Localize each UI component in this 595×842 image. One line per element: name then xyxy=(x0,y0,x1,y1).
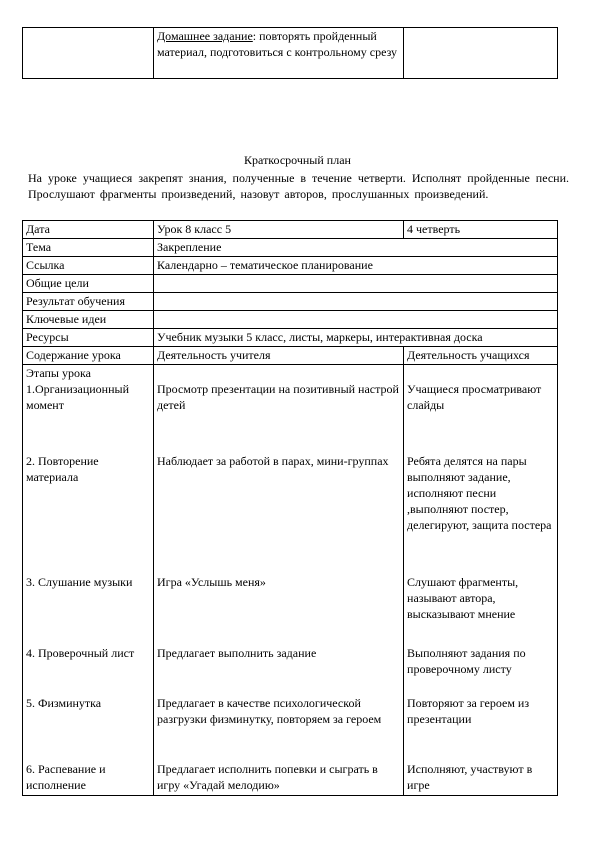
info-label: Результат обучения xyxy=(23,293,154,311)
info-row xyxy=(23,275,558,293)
stages-title: Этапы урока xyxy=(26,366,91,380)
teacher-6: Предлагает исполнить попевки и сыграть в игру «Угадай мелодию» xyxy=(157,762,378,792)
empty-cell xyxy=(23,28,154,79)
date-row xyxy=(23,221,558,239)
info-row xyxy=(23,239,558,257)
info-label: Тема xyxy=(23,239,154,257)
homework-label: Домашнее задание xyxy=(157,29,253,43)
plan-intro: На уроке учащиеся закрепят знания, полученные в течение четверти. Исполнят пройденные песни. Прослушают фрагменты произведений, назовут авторов, прослушанных произведений. xyxy=(28,171,569,201)
content-header-row xyxy=(23,347,558,365)
quarter-cell: 4 четверть xyxy=(404,221,558,239)
teacher-column xyxy=(154,365,404,796)
stage-5: 5. Физминутка xyxy=(26,696,102,710)
homework-table xyxy=(22,27,558,79)
info-label: Общие цели xyxy=(23,275,154,293)
info-value: Календарно – тематическое планирование xyxy=(154,257,558,275)
info-value xyxy=(154,293,558,311)
info-row xyxy=(23,311,558,329)
teacher-1: Просмотр презентации на позитивный настрой детей xyxy=(157,382,399,412)
homework-cell xyxy=(154,28,404,79)
stages-row xyxy=(23,365,558,796)
info-label: Ключевые идеи xyxy=(23,311,154,329)
date-label: Дата xyxy=(23,221,154,239)
stage-6: 6. Распевание и исполнение xyxy=(26,762,106,792)
students-1: Учащиеся просматривают слайды xyxy=(407,382,542,412)
students-5: Повторяют за героем из презентации xyxy=(407,696,530,726)
teacher-4: Предлагает выполнить задание xyxy=(157,646,317,660)
header-students: Деятельность учащихся xyxy=(404,347,558,365)
teacher-2: Наблюдает за работой в парах, мини-группах xyxy=(157,454,389,468)
lesson-cell: Урок 8 класс 5 xyxy=(154,221,404,239)
stage-1: 1.Организационный момент xyxy=(26,382,129,412)
plan-title: Краткосрочный план xyxy=(244,153,351,167)
info-label: Ресурсы xyxy=(23,329,154,347)
stage-2: 2. Повторение материала xyxy=(26,454,99,484)
info-value: Учебник музыки 5 класс, листы, маркеры, интерактивная доска xyxy=(154,329,558,347)
header-content: Содержание урока xyxy=(23,347,154,365)
info-value xyxy=(154,311,558,329)
students-4: Выполняют задания по проверочному листу xyxy=(407,646,526,676)
info-row xyxy=(23,293,558,311)
info-value xyxy=(154,275,558,293)
students-6: Исполняют, участвуют в игре xyxy=(407,762,533,792)
stage-3: 3. Слушание музыки xyxy=(26,575,133,589)
teacher-5: Предлагает в качестве психологической разгрузки физминутку, повторяем за героем xyxy=(157,696,382,726)
stages-column xyxy=(23,365,154,796)
homework-row xyxy=(23,28,558,79)
info-value: Закрепление xyxy=(154,239,558,257)
stage-4: 4. Проверочный лист xyxy=(26,646,135,660)
empty-cell xyxy=(404,28,558,79)
homework-text: : повторять пройденный материал, подготовиться с контрольному срезу xyxy=(157,29,398,59)
lesson-plan-table xyxy=(22,220,558,796)
info-row xyxy=(23,329,558,347)
info-row xyxy=(23,257,558,275)
teacher-3: Игра «Услышь меня» xyxy=(157,575,266,589)
students-column xyxy=(404,365,558,796)
info-label: Ссылка xyxy=(23,257,154,275)
students-3: Слушают фрагменты, называют автора, высказывают мнение xyxy=(407,575,519,621)
students-2: Ребята делятся на пары выполняют задание, исполняют песни ,выполняют постер, делегируют, защита постера xyxy=(407,454,552,532)
header-teacher: Деятельность учителя xyxy=(154,347,404,365)
